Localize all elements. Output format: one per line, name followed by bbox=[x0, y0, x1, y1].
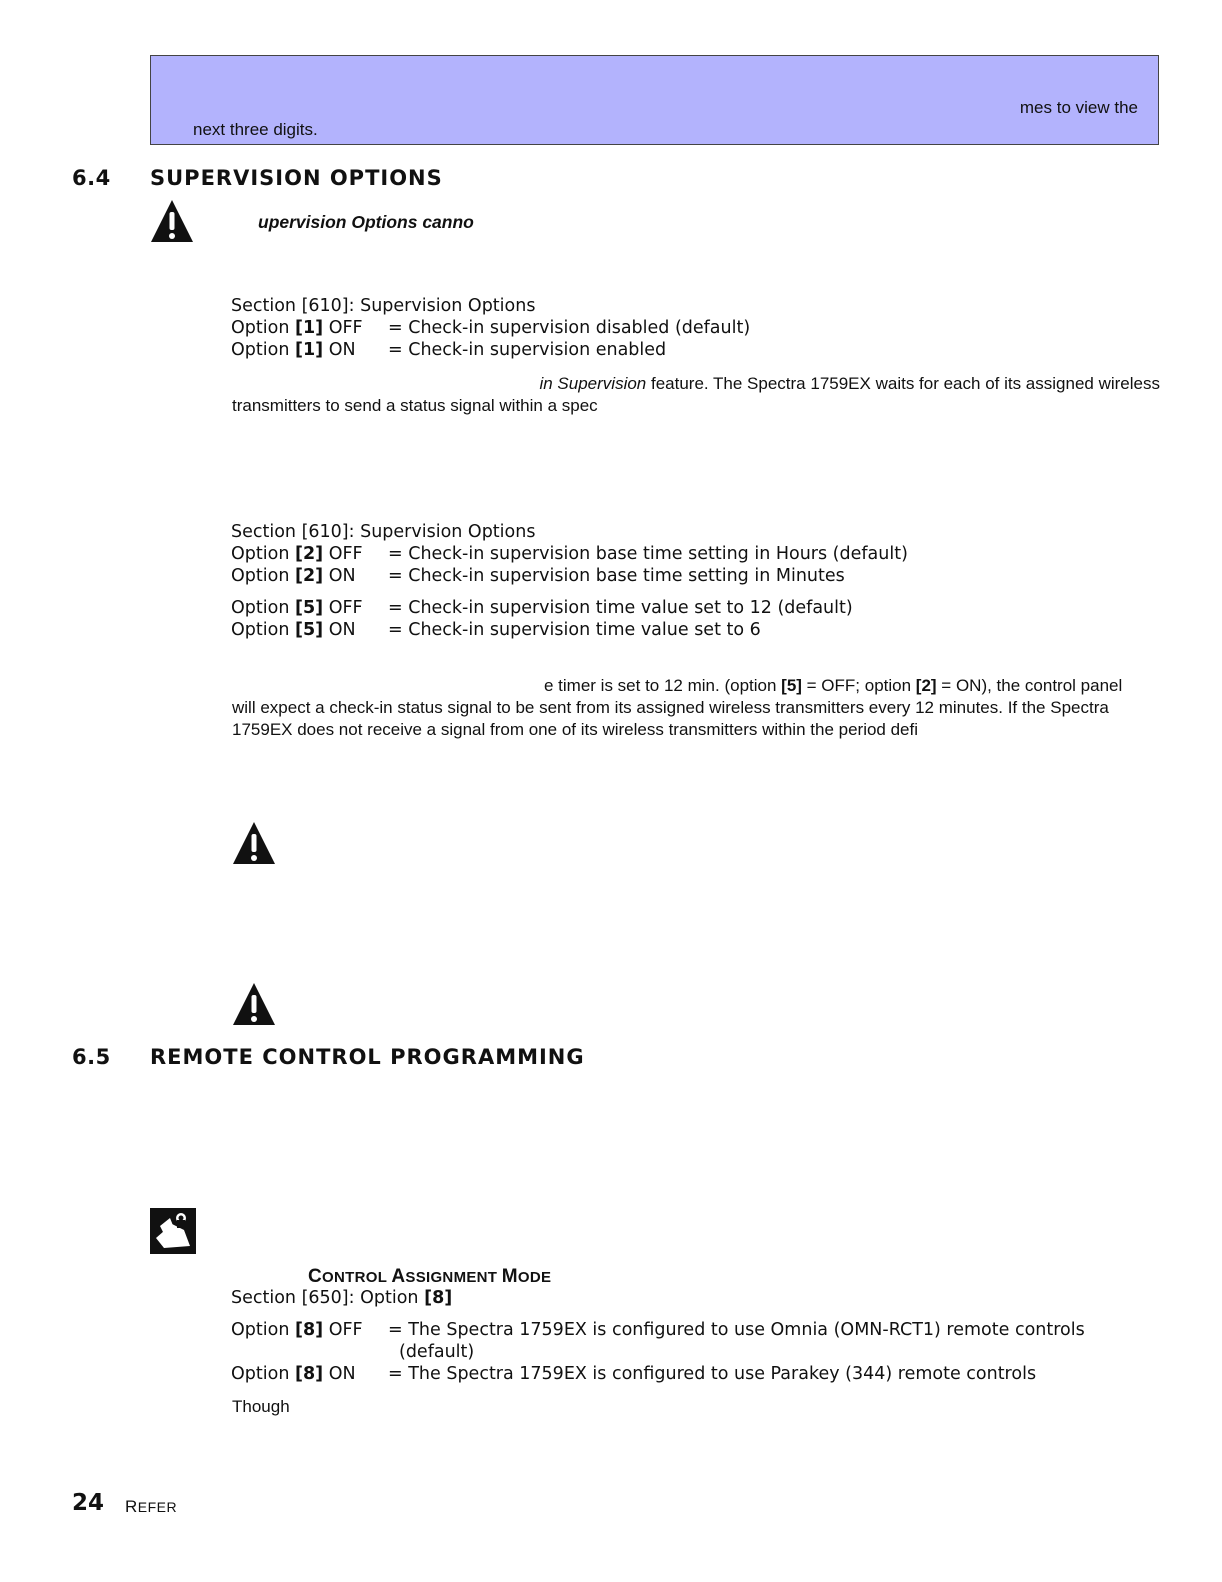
option-line: Option [5] OFF = Check-in supervision time value set to 12 (default) bbox=[231, 598, 853, 618]
section-6-4-number: 6.4 bbox=[72, 166, 111, 190]
option-line: Option [2] ON = Check-in supervision base time setting in Minutes bbox=[231, 566, 845, 586]
option-line: Option [2] OFF = Check-in supervision base time setting in Hours (default) bbox=[231, 544, 908, 564]
section-6-4-title: SUPERVISION OPTIONS bbox=[150, 166, 443, 190]
mode-heading: CONTROL ASSIGNMENT MODE bbox=[308, 1266, 552, 1287]
section-650-line: Section [650]: Option [8] bbox=[231, 1288, 453, 1308]
paragraph-2-line-3: 1759EX does not receive a signal from one of its wireless transmitters within the period defi bbox=[232, 720, 919, 739]
warning-icon bbox=[231, 981, 277, 1027]
option-line: Option [8] ON = The Spectra 1759EX is configured to use Parakey (344) remote controls bbox=[231, 1364, 1037, 1384]
option-line: Option [8] OFF = The Spectra 1759EX is configured to use Omnia (OMN-RCT1) remote controls bbox=[231, 1320, 1085, 1340]
option-line-continuation: (default) bbox=[399, 1342, 475, 1362]
footer-label: REFER bbox=[125, 1497, 178, 1516]
warning-text: upervision Options canno bbox=[258, 212, 474, 232]
paragraph-1-line-1: in Supervision feature. The Spectra 1759EX waits for each of its assigned wireless bbox=[539, 374, 1160, 393]
warning-icon bbox=[149, 198, 195, 244]
paragraph-1-line-2: transmitters to send a status signal within a spec bbox=[232, 396, 598, 415]
block1-header: Section [610]: Supervision Options bbox=[231, 296, 536, 316]
warning-icon bbox=[231, 820, 277, 866]
option-line: Option [1] OFF = Check-in supervision disabled (default) bbox=[231, 318, 751, 338]
note-line-1: mes to view the bbox=[1019, 98, 1138, 117]
page-number: 24 bbox=[72, 1490, 105, 1516]
paragraph-2-line-1: e timer is set to 12 min. (option [5] = OFF; option [2] = ON), the control panel bbox=[544, 676, 1123, 695]
paragraph-2-line-2: will expect a check-in status signal to be sent from its assigned wireless transmitters every 12 minutes. If the Spectra bbox=[232, 698, 1109, 717]
though-text: Though bbox=[232, 1397, 290, 1416]
option-line: Option [1] ON = Check-in supervision enabled bbox=[231, 340, 667, 360]
note-icon bbox=[150, 1208, 196, 1254]
block2-header: Section [610]: Supervision Options bbox=[231, 522, 536, 542]
note-line-2: next three digits. bbox=[193, 120, 318, 139]
section-6-5-number: 6.5 bbox=[72, 1045, 111, 1069]
section-6-5-title: REMOTE CONTROL PROGRAMMING bbox=[150, 1045, 585, 1069]
note-box bbox=[150, 55, 1159, 145]
option-line: Option [5] ON = Check-in supervision time value set to 6 bbox=[231, 620, 761, 640]
